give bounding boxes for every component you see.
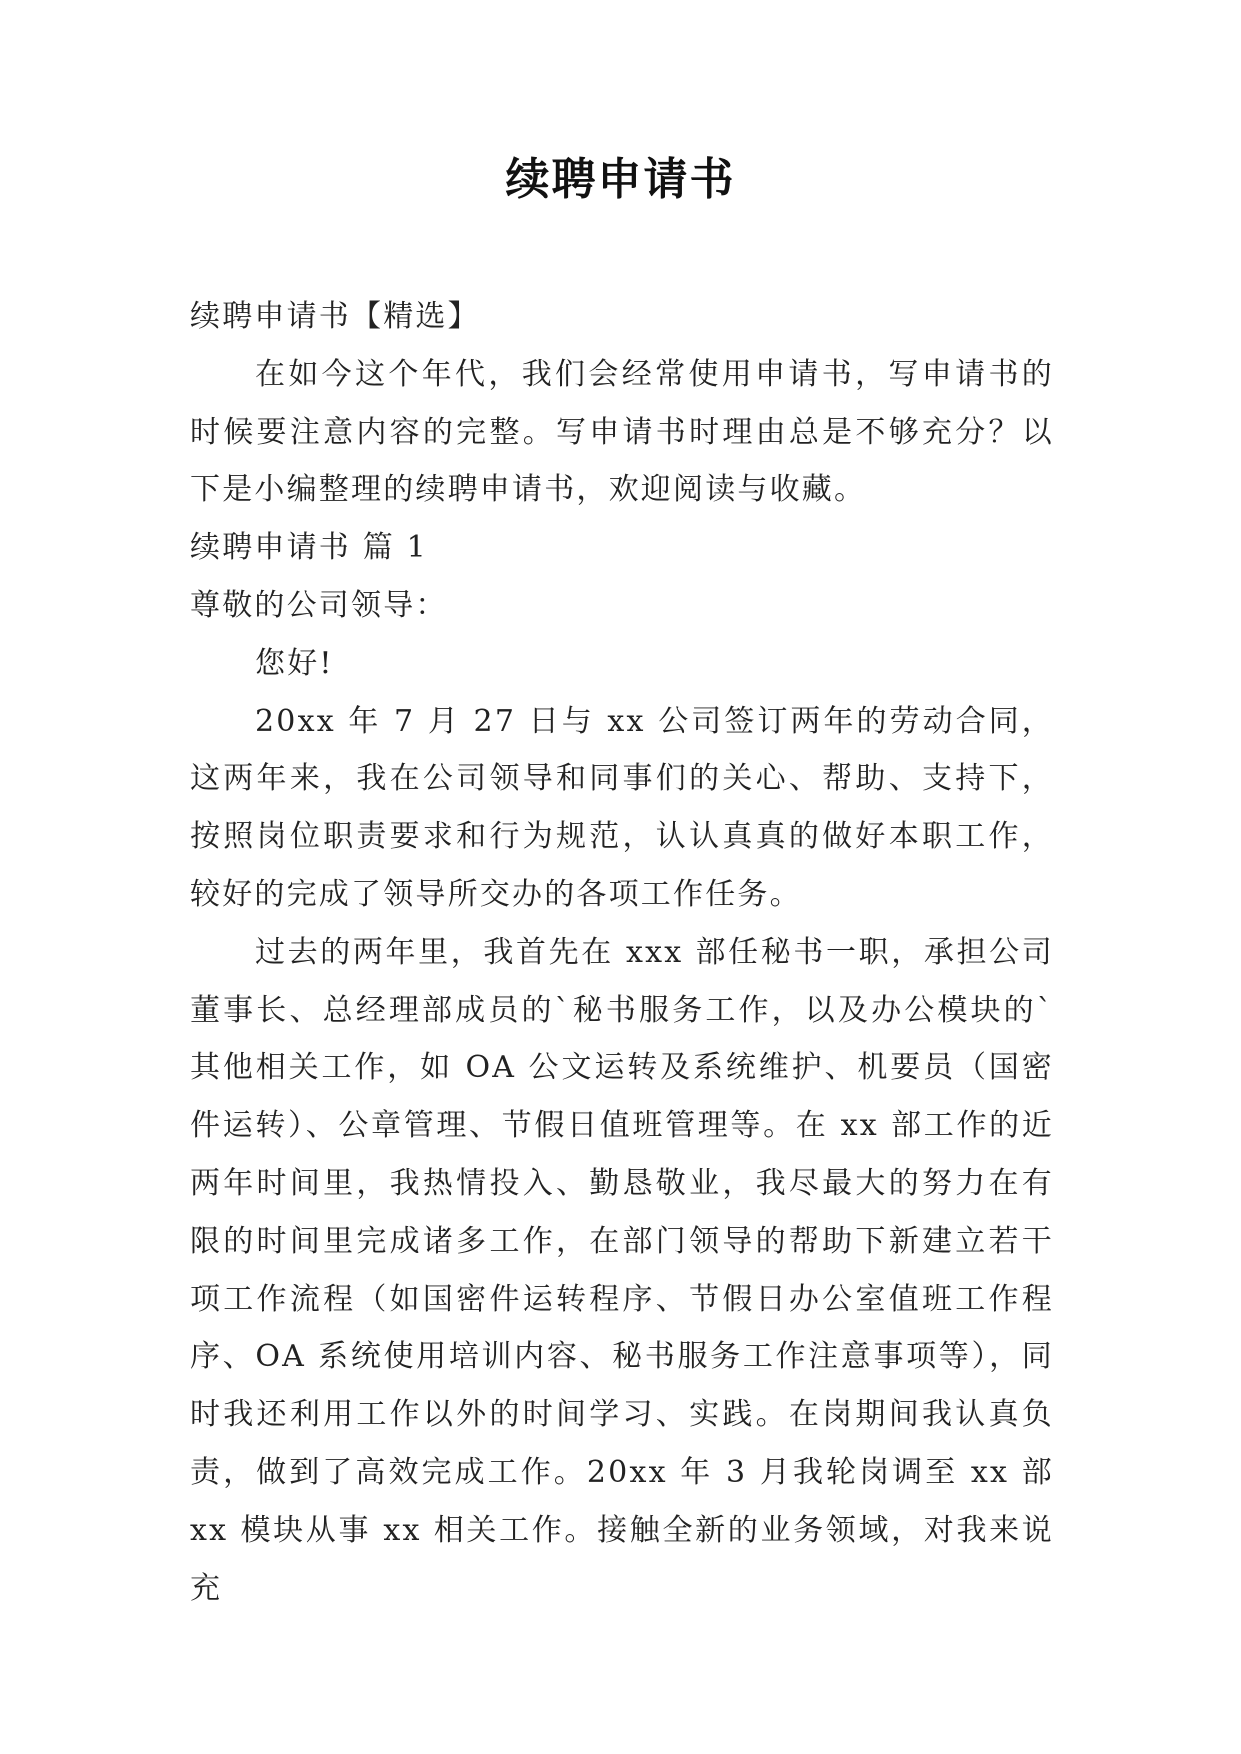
document-body — [190, 288, 1054, 1617]
salutation: 尊敬的公司领导： — [190, 587, 448, 623]
body-paragraph: 20xx 年 7 月 27 日与 xx 公司签订两年的劳动合同，这两年来，我在公司领导和同事们的关心、帮助、支持下，按照岗位职责要求和行为规范，认认真真的做好本职工作，较好的完成了领导所交办的各项工作任务。 — [190, 703, 1054, 912]
section-heading: 续聘申请书 篇 1 — [190, 530, 428, 566]
body-paragraph: 过去的两年里，我首先在 xxx 部任秘书一职，承担公司董事长、总经理部成员的`秘书服务工作，以及办公模块的`其他相关工作，如 OA 公文运转及系统维护、机要员（国密件运转）、公章管理、节假日值班管理等。在 xx 部工作的近两年时间里，我热情投入、勤恳敬业，我尽最大的努力在有限的时间里完成诸多工作，在部门领导的帮助下新建立若干项工作流程（如国密件运转程序、节假日办公室值班工作程序、OA 系统使用培训内容、秘书服务工作注意事项等），同时我还利用工作以外的时间学习、实践。在岗期间我认真负责，做到了高效完成工作。20xx 年 3 月我轮岗调至 xx 部 xx 模块从事 xx 相关工作。接触全新的业务领域，对我来说充 — [190, 934, 1054, 1606]
document-title: 续聘申请书 — [505, 154, 736, 205]
subtitle-line: 续聘申请书【精选】 — [190, 299, 480, 334]
greeting: 您好! — [255, 645, 334, 681]
intro-paragraph: 在如今这个年代，我们会经常使用申请书，写申请书的时候要注意内容的完整。写申请书时理由总是不够充分？以下是小编整理的续聘申请书，欢迎阅读与收藏。 — [190, 356, 1054, 508]
